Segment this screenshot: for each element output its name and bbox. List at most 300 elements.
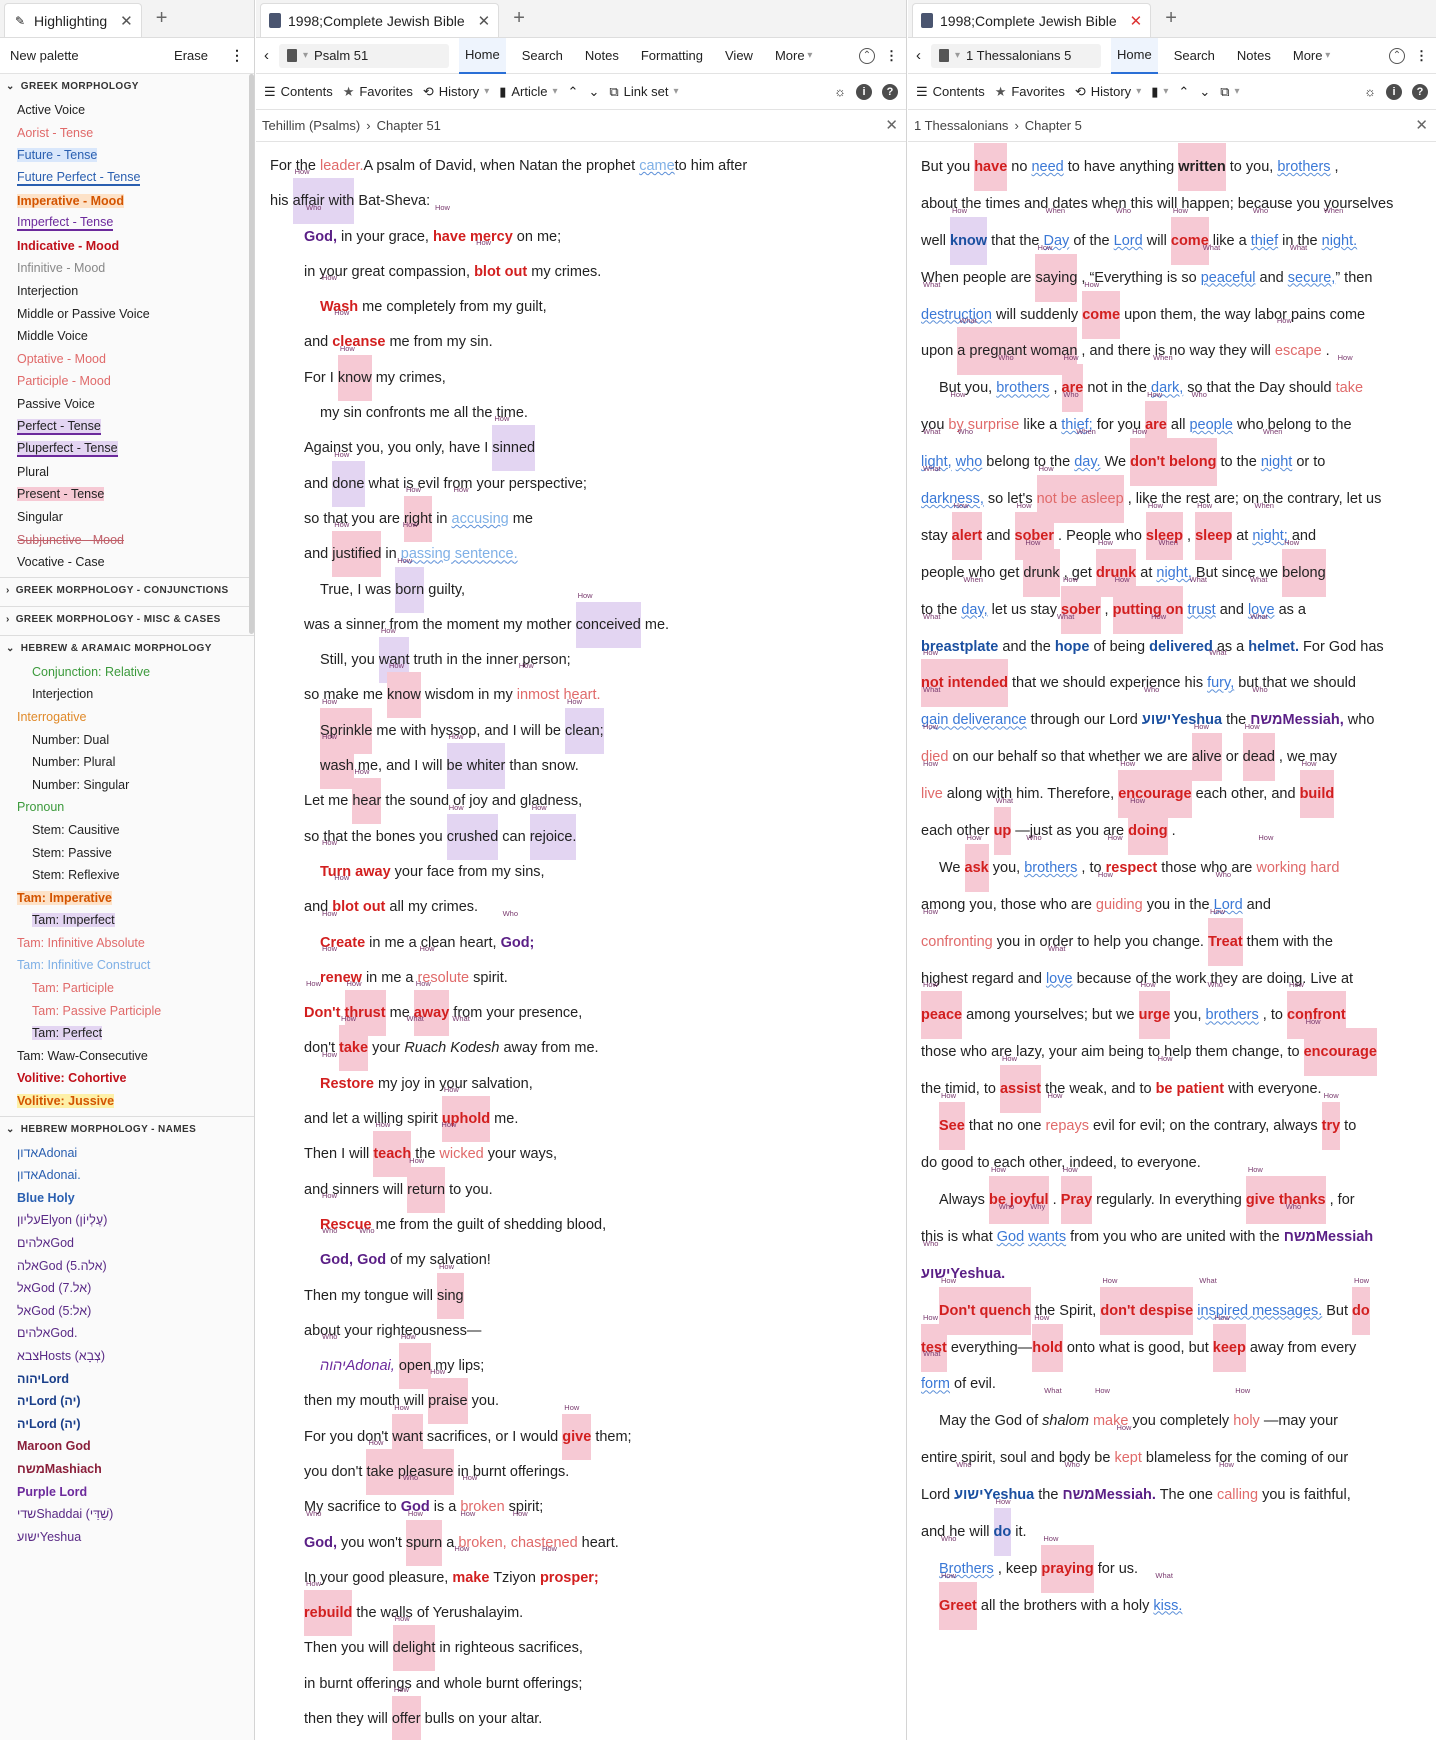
verse-text[interactable]: Then I will xyxy=(304,1146,374,1163)
verse-text[interactable]: those who are xyxy=(1157,859,1257,876)
highlighted-word[interactable]: What hope xyxy=(1055,623,1090,671)
highlighted-word[interactable]: How by surprise xyxy=(948,401,1019,449)
palette-section-header[interactable] xyxy=(0,577,254,602)
close-icon[interactable]: ✕ xyxy=(1415,117,1428,134)
new-tab-icon[interactable]: + xyxy=(513,7,525,29)
verse-text[interactable]: me with hyssop, and I will be xyxy=(372,722,566,739)
verse-text[interactable]: of being xyxy=(1089,638,1150,655)
verse-text[interactable]: and xyxy=(1287,527,1317,544)
highlighted-word[interactable]: Who ישועYeshua xyxy=(954,1471,1034,1519)
highlighted-word[interactable]: How rebuild xyxy=(304,1590,352,1636)
verse-text[interactable]: all xyxy=(1166,417,1190,434)
palette-item[interactable] xyxy=(0,999,254,1022)
highlighted-word[interactable]: How try xyxy=(1322,1102,1341,1150)
palette-item[interactable] xyxy=(0,1090,254,1113)
verse-text[interactable]: ” then xyxy=(1335,269,1373,286)
sync-icon[interactable]: ⌃ xyxy=(859,48,875,64)
highlighted-word[interactable]: Who משחMessiah xyxy=(1284,1213,1373,1261)
highlighted-word[interactable]: How drunk xyxy=(1023,549,1059,597)
verse-text[interactable]: at xyxy=(1232,527,1253,544)
verse-text[interactable]: at xyxy=(1136,564,1157,581)
verse-text[interactable]: belong to the xyxy=(982,454,1075,471)
article-button[interactable]: ▮ Article ▾ xyxy=(499,83,558,99)
verse-text[interactable]: the sound of joy and gladness, xyxy=(381,793,583,810)
verse-text[interactable]: you xyxy=(921,417,949,434)
lightbulb-icon[interactable]: ☼ xyxy=(834,84,846,99)
highlighted-word[interactable]: How kept xyxy=(1114,1434,1141,1482)
palette-item[interactable] xyxy=(0,841,254,864)
verse-text[interactable]: evil for evil; on the contrary, always xyxy=(1088,1118,1322,1135)
verse-text[interactable]: them with the xyxy=(1242,933,1333,950)
highlighted-word[interactable]: What form xyxy=(921,1360,950,1408)
highlighted-word[interactable]: How drunk xyxy=(1096,549,1136,597)
verse-text[interactable]: my joy in your salvation, xyxy=(374,1075,533,1092)
highlighted-word[interactable]: How urge xyxy=(1139,991,1170,1039)
highlighted-word[interactable]: How dead xyxy=(1243,733,1275,781)
highlighted-word[interactable]: Who God xyxy=(357,1237,386,1283)
verse-text[interactable]: guilty, xyxy=(424,581,466,598)
palette-item[interactable] xyxy=(0,438,254,461)
verse-text[interactable]: like a xyxy=(1208,232,1251,249)
verse-text[interactable]: truth in the inner person; xyxy=(409,652,571,669)
verse-text[interactable]: . xyxy=(1321,343,1330,360)
palette-item[interactable] xyxy=(0,302,254,325)
highlighted-word[interactable]: How be patient xyxy=(1156,1065,1224,1113)
highlighted-word[interactable]: How escape xyxy=(1275,327,1322,375)
highlighted-word[interactable]: Who Brothers xyxy=(939,1545,994,1593)
highlighted-word[interactable]: How want xyxy=(392,1414,423,1460)
palette-item[interactable] xyxy=(0,461,254,484)
highlighted-word[interactable]: How praise xyxy=(428,1378,468,1424)
verse-text[interactable]: , we may xyxy=(1274,749,1337,766)
verse-text[interactable]: from your presence, xyxy=(449,1005,583,1022)
highlighted-word[interactable]: Who brothers xyxy=(1206,991,1259,1039)
more-icon[interactable]: ⋮ xyxy=(1415,47,1428,63)
highlighted-word[interactable]: Who ישועYeshua. xyxy=(921,1250,1005,1298)
palette-item[interactable] xyxy=(0,1435,254,1458)
verse-text[interactable]: to xyxy=(1340,1118,1357,1135)
highlighted-word[interactable]: How have xyxy=(974,143,1007,191)
palette-item[interactable] xyxy=(0,1141,254,1164)
highlighted-word[interactable]: How offer xyxy=(392,1696,421,1740)
tab-formatting[interactable]: Formatting xyxy=(640,48,703,63)
back-icon[interactable]: ‹ xyxy=(264,47,269,64)
close-icon[interactable]: ✕ xyxy=(1129,12,1143,30)
new-tab-icon[interactable]: + xyxy=(1165,7,1177,29)
verse-text[interactable]: that we should experience his xyxy=(1008,675,1208,692)
verse-text[interactable]: and he will xyxy=(921,1523,994,1540)
palette-item[interactable] xyxy=(0,1209,254,1232)
highlighted-word[interactable]: How done xyxy=(332,461,364,507)
verse-text[interactable]: my crimes, xyxy=(371,369,446,386)
verse-text[interactable]: May the God of xyxy=(939,1413,1043,1430)
highlighted-word[interactable]: How putting on xyxy=(1113,586,1184,634)
tab-home[interactable]: Home xyxy=(1111,38,1158,74)
verse-text[interactable]: But since we xyxy=(1191,564,1283,581)
palette-section-header[interactable] xyxy=(0,74,254,99)
highlighted-word[interactable]: How saying xyxy=(1035,254,1077,302)
verse-text[interactable]: the xyxy=(1034,1487,1063,1504)
verse-text[interactable]: from you who are united with the xyxy=(1066,1228,1284,1245)
highlighted-word[interactable]: Who משחMessiah, xyxy=(1250,696,1343,744)
highlighted-word[interactable]: How have mercy xyxy=(433,214,513,260)
tab-search[interactable]: Search xyxy=(521,48,563,63)
verse-text[interactable]: , like the rest are; on the contrary, let us xyxy=(1123,491,1382,508)
chevron-down-icon[interactable]: ⌄ xyxy=(588,83,600,99)
reference-input[interactable]: Psalm 51 xyxy=(314,48,369,63)
verse-text[interactable]: Then my tongue will xyxy=(304,1287,437,1304)
verse-text[interactable]: the Spirit, xyxy=(1031,1302,1101,1319)
palette-item[interactable] xyxy=(0,1345,254,1368)
highlighted-word[interactable]: How sinned xyxy=(492,425,535,471)
verse-text[interactable]: but that we should xyxy=(1234,675,1356,692)
palette-item[interactable] xyxy=(0,1067,254,1090)
verse-text[interactable]: and xyxy=(304,475,333,492)
verse-text[interactable]: me. xyxy=(490,1111,519,1128)
highlighted-word[interactable]: How make xyxy=(1093,1397,1128,1445)
verse-text[interactable]: of the xyxy=(1069,232,1114,249)
palette-item[interactable] xyxy=(0,1254,254,1277)
highlighted-word[interactable]: How chastened xyxy=(511,1520,578,1566)
verse-text[interactable]: spirit. xyxy=(469,969,508,986)
highlighted-word[interactable]: How guiding xyxy=(1096,881,1143,929)
highlighted-word[interactable]: Who thief; xyxy=(1061,401,1092,449)
highlighted-word[interactable]: How blot out xyxy=(332,884,385,930)
highlighted-word[interactable]: How give thanks xyxy=(1246,1176,1326,1224)
verse-text[interactable]: about your righteousness— xyxy=(304,1322,482,1339)
verse-text[interactable]: like a xyxy=(1019,417,1062,434)
verse-text[interactable]: that no one xyxy=(964,1118,1046,1135)
palette-item[interactable] xyxy=(0,1390,254,1413)
verse-text[interactable]: so that you are xyxy=(304,510,404,527)
verse-text[interactable]: each other xyxy=(921,823,994,840)
palette-section-header[interactable] xyxy=(0,635,254,660)
verse-text[interactable]: But xyxy=(1322,1302,1353,1319)
verse-text[interactable]: your face from my sins, xyxy=(390,863,545,880)
highlighted-word[interactable]: Who people xyxy=(1189,401,1233,449)
verse-text[interactable]: Then you will xyxy=(304,1640,393,1657)
highlighted-word[interactable]: What fury, xyxy=(1207,659,1234,707)
highlighted-word[interactable]: How renew xyxy=(320,955,362,1001)
verse-text[interactable]: in your grace, xyxy=(337,228,433,245)
verse-text[interactable]: me from the guilt of shedding blood, xyxy=(371,1216,607,1233)
highlighted-word[interactable]: How conceived xyxy=(576,602,641,648)
verse-text[interactable]: Against you, you only, have I xyxy=(304,440,493,457)
highlighted-word[interactable]: What inspired messages. xyxy=(1197,1287,1322,1335)
verse-text[interactable]: and xyxy=(1215,601,1248,618)
verse-text[interactable]: on our behalf so that whether we are xyxy=(948,749,1192,766)
tab-view[interactable]: View xyxy=(725,48,753,63)
help-icon[interactable]: ? xyxy=(1412,84,1428,100)
highlighted-word[interactable]: When dark, xyxy=(1151,364,1183,412)
highlighted-word[interactable]: How Wash xyxy=(320,284,358,330)
highlighted-word[interactable]: How peace xyxy=(921,991,962,1039)
verse-text[interactable]: me. xyxy=(640,616,670,633)
verse-text[interactable]: in me a clean heart, xyxy=(365,934,501,951)
verse-text[interactable]: For I xyxy=(304,369,338,386)
palette-item[interactable] xyxy=(0,886,254,909)
verse-text[interactable]: Let me xyxy=(304,793,353,810)
highlighted-word[interactable]: Who God xyxy=(997,1213,1024,1261)
highlighted-word[interactable]: How hear xyxy=(352,778,381,824)
verse-text[interactable]: and let a willing spirit xyxy=(304,1111,442,1128)
highlighted-word[interactable]: Who ישועYeshua xyxy=(1142,696,1222,744)
verse-text[interactable]: me from my sin. xyxy=(385,334,493,351)
highlighted-word[interactable]: How spurn xyxy=(406,1520,442,1566)
highlighted-word[interactable]: How don't despise xyxy=(1100,1287,1193,1335)
palette-item[interactable] xyxy=(0,909,254,932)
highlighted-word[interactable]: How crushed xyxy=(447,814,499,860)
verse-text[interactable]: True, I was xyxy=(320,581,396,598)
highlighted-word[interactable]: Who God, xyxy=(304,214,337,260)
highlighted-word[interactable]: How sing xyxy=(437,1273,464,1319)
highlighted-word[interactable]: When day, xyxy=(961,586,987,634)
verse-text[interactable]: a xyxy=(442,1534,459,1551)
palette-item[interactable] xyxy=(0,977,254,1000)
verse-text[interactable]: the weak, and to xyxy=(1041,1081,1156,1098)
verse-text[interactable]: , to xyxy=(1258,1007,1287,1024)
verse-text[interactable]: not in the xyxy=(1083,380,1152,397)
verse-text[interactable]: to the xyxy=(1216,454,1261,471)
chevron-up-icon[interactable]: ⌃ xyxy=(567,83,579,99)
breadcrumb-book[interactable]: 1 Thessalonians xyxy=(914,118,1009,133)
highlighted-word[interactable]: How praying xyxy=(1041,1545,1093,1593)
verse-text[interactable]: in me a xyxy=(361,969,418,986)
palette-item[interactable] xyxy=(0,1300,254,1323)
highlighted-word[interactable]: What a pregnant woman xyxy=(957,327,1077,375)
verse-text[interactable]: and xyxy=(304,899,333,916)
highlighted-word[interactable]: How delivered xyxy=(1149,623,1213,671)
highlighted-word[interactable]: Who thief xyxy=(1251,217,1278,265)
verse-text[interactable]: can xyxy=(498,828,530,845)
verse-text[interactable]: highest regard and xyxy=(921,970,1046,987)
verse-text[interactable]: with everyone. xyxy=(1224,1081,1322,1098)
highlighted-word[interactable]: What shalom xyxy=(1042,1397,1089,1445)
highlighted-word[interactable]: How working hard xyxy=(1256,844,1339,892)
palette-item[interactable] xyxy=(0,796,254,819)
highlighted-word[interactable]: How know xyxy=(387,672,421,718)
verse-text[interactable]: sacrifices, or I would xyxy=(422,1428,563,1445)
verse-text[interactable]: the xyxy=(1222,712,1251,729)
verse-text[interactable]: them; xyxy=(591,1428,632,1445)
palette-item[interactable] xyxy=(0,1277,254,1300)
verse-text[interactable]: on me; xyxy=(512,228,562,245)
verse-text[interactable]: A psalm of David, when Natan the prophet xyxy=(363,158,640,174)
palette-item[interactable] xyxy=(0,773,254,796)
highlighted-word[interactable]: How take xyxy=(339,1025,368,1071)
palette-item[interactable] xyxy=(0,189,254,212)
verse-text[interactable]: , xyxy=(1049,380,1062,397)
verse-text[interactable]: —just as you are xyxy=(1011,823,1129,840)
palette-item[interactable] xyxy=(0,122,254,145)
reference-box[interactable] xyxy=(931,44,1101,68)
highlighted-word[interactable]: How open xyxy=(399,1343,431,1389)
verse-text[interactable]: you is faithful, xyxy=(1258,1487,1351,1504)
verse-text[interactable]: well xyxy=(921,232,951,249)
palette-item[interactable] xyxy=(0,751,254,774)
highlighted-word[interactable]: How not intended xyxy=(921,659,1008,707)
highlighted-word[interactable]: How need xyxy=(1031,143,1063,191)
verse-text[interactable]: all my crimes. xyxy=(385,899,479,916)
palette-item[interactable] xyxy=(0,1412,254,1435)
highlighted-word[interactable]: How repays xyxy=(1045,1102,1089,1150)
highlighted-word[interactable]: How affair with xyxy=(293,178,355,224)
palette-scrollbar[interactable] xyxy=(249,74,254,634)
palette-item[interactable] xyxy=(0,506,254,529)
verse-text[interactable]: spirit; xyxy=(504,1499,544,1516)
verse-text[interactable]: , for xyxy=(1325,1191,1355,1208)
verse-text[interactable]: In your good pleasure, xyxy=(304,1569,453,1586)
highlighted-word[interactable]: How give xyxy=(562,1414,591,1460)
verse-text[interactable]: so make me xyxy=(304,687,387,704)
palette-item[interactable] xyxy=(0,683,254,706)
tab-notes[interactable]: Notes xyxy=(1236,48,1271,63)
verse-text[interactable]: of evil. xyxy=(950,1376,996,1393)
tab-bible[interactable] xyxy=(260,3,499,37)
verse-text[interactable]: to the xyxy=(921,601,962,618)
highlighted-word[interactable]: Who Lord xyxy=(1214,881,1243,929)
verse-text[interactable]: in xyxy=(381,546,401,563)
verse-text[interactable]: upon them, the way labor pains come xyxy=(1120,306,1366,323)
palette-item[interactable] xyxy=(0,1322,254,1345)
verse-text[interactable]: then they will xyxy=(304,1711,392,1728)
article-button[interactable]: ▮ ▾ xyxy=(1151,83,1169,99)
more-icon[interactable]: ⋮ xyxy=(885,47,898,63)
highlighted-word[interactable]: How inmost heart. xyxy=(517,672,601,718)
verse-text[interactable]: people who get xyxy=(921,564,1024,581)
verse-text[interactable]: you completely xyxy=(1128,1413,1234,1430)
highlighted-word[interactable]: Who brothers xyxy=(996,364,1049,412)
verse-text[interactable]: entire spirit, soul and body be xyxy=(921,1450,1115,1467)
verse-text[interactable]: But you xyxy=(921,159,975,175)
verse-text[interactable]: for us. xyxy=(1093,1560,1139,1577)
highlighted-word[interactable]: What helmet. xyxy=(1248,623,1299,671)
highlighted-word[interactable]: How thrust xyxy=(345,990,386,1036)
verse-text[interactable]: to him after xyxy=(674,158,748,174)
highlighted-word[interactable]: How Sprinkle xyxy=(320,708,372,754)
linkset-button[interactable]: ⧉ ▾ xyxy=(1220,83,1240,99)
highlighted-word[interactable]: What trust xyxy=(1187,586,1215,634)
palette-item[interactable] xyxy=(0,1458,254,1481)
verse-text[interactable]: this is what xyxy=(921,1228,997,1245)
highlighted-word[interactable]: How belong xyxy=(1282,549,1326,597)
verse-text[interactable]: and xyxy=(1255,269,1288,286)
verse-text[interactable]: what is evil from your perspective; xyxy=(364,475,587,492)
verse-text[interactable]: you, xyxy=(988,859,1025,876)
highlighted-word[interactable]: Why wants xyxy=(1028,1213,1066,1261)
highlighted-word[interactable]: How leader. xyxy=(320,143,364,189)
palette-item[interactable] xyxy=(0,660,254,683)
highlighted-word[interactable]: How know xyxy=(338,355,372,401)
highlighted-word[interactable]: How Pray xyxy=(1061,1176,1092,1224)
highlighted-word[interactable]: How sober xyxy=(1015,512,1055,560)
new-tab-icon[interactable]: + xyxy=(155,7,168,29)
highlighted-word[interactable]: How take pleasure xyxy=(366,1449,453,1495)
tab-highlighting[interactable] xyxy=(4,3,142,37)
verse-text[interactable]: and xyxy=(1242,896,1271,913)
palette-item[interactable] xyxy=(0,144,254,167)
highlighted-word[interactable]: How blot out xyxy=(474,249,527,295)
verse-text[interactable]: , xyxy=(1100,601,1113,618)
highlighted-word[interactable]: How rejoice. xyxy=(530,814,577,860)
highlighted-word[interactable]: How broken, xyxy=(458,1520,506,1566)
verse-text[interactable]: no xyxy=(1007,159,1032,175)
verse-text[interactable]: let us stay xyxy=(987,601,1061,618)
highlighted-word[interactable]: What light, xyxy=(921,438,952,486)
highlighted-word[interactable]: How delight xyxy=(393,1625,436,1671)
verse-text[interactable]: We xyxy=(1100,454,1131,471)
verse-text[interactable]: When people are xyxy=(921,269,1036,286)
palette-item[interactable] xyxy=(0,483,254,506)
verse-text[interactable]: bulls on your altar. xyxy=(420,1711,543,1728)
highlighted-word[interactable]: How want xyxy=(379,637,410,683)
highlighted-word[interactable]: How wash xyxy=(320,743,354,789)
highlighted-word[interactable]: When day. xyxy=(1074,438,1100,486)
verse-text[interactable]: in burnt offerings and whole burnt offerings; xyxy=(304,1675,583,1692)
verse-text[interactable]: , and there is no way they will xyxy=(1077,343,1275,360)
verse-text[interactable]: do good to each other, indeed, to everyone. xyxy=(921,1155,1201,1172)
breadcrumb-chapter[interactable]: Chapter 51 xyxy=(376,118,441,133)
highlighted-word[interactable]: How keep xyxy=(1213,1324,1246,1372)
highlighted-word[interactable]: How test xyxy=(921,1324,947,1372)
verse-text[interactable]: in burnt offerings. xyxy=(453,1463,570,1480)
highlighted-word[interactable]: How away xyxy=(414,990,449,1036)
verse-text[interactable]: is a xyxy=(429,1499,461,1516)
highlighted-word[interactable]: How Don't quench xyxy=(939,1287,1031,1335)
favorites-button[interactable] xyxy=(343,84,413,100)
highlighted-word[interactable]: How are xyxy=(1062,364,1084,412)
highlighted-word[interactable]: How holy xyxy=(1233,1397,1260,1445)
verse-text[interactable]: to have anything xyxy=(1063,159,1179,175)
highlighted-word[interactable]: How born xyxy=(395,567,424,613)
highlighted-word[interactable]: How live xyxy=(921,770,943,818)
verse-text[interactable]: so let's xyxy=(983,491,1037,508)
highlighted-word[interactable]: How justified xyxy=(332,531,381,577)
highlighted-word[interactable]: How teach xyxy=(373,1131,411,1177)
highlighted-word[interactable]: How sleep xyxy=(1195,512,1232,560)
contents-button[interactable] xyxy=(916,84,985,100)
highlighted-word[interactable]: Who God; xyxy=(501,920,535,966)
tab-home[interactable]: Home xyxy=(459,38,506,74)
palette-item[interactable] xyxy=(0,167,254,190)
verse-text[interactable]: regularly. In everything xyxy=(1092,1191,1246,1208)
highlighted-word[interactable]: What love xyxy=(1046,955,1073,1003)
verse-text[interactable]: along with him. Therefore, xyxy=(942,786,1119,803)
verse-text[interactable]: for you xyxy=(1092,417,1146,434)
verse-text[interactable]: and the xyxy=(998,638,1055,655)
palette-item[interactable] xyxy=(0,1525,254,1548)
highlighted-word[interactable]: How do xyxy=(994,1508,1012,1556)
verse-text[interactable]: in xyxy=(432,510,452,527)
highlighted-word[interactable]: How not be asleep xyxy=(1037,475,1124,523)
lightbulb-icon[interactable]: ☼ xyxy=(1364,84,1376,99)
highlighted-word[interactable]: How ask xyxy=(965,844,989,892)
breadcrumb-chapter[interactable]: Chapter 5 xyxy=(1024,118,1082,133)
verse-text[interactable]: my crimes. xyxy=(527,263,602,280)
verse-text[interactable]: , xyxy=(1183,527,1196,544)
highlighted-word[interactable]: What breastplate xyxy=(921,623,998,671)
highlighted-word[interactable]: How clean; xyxy=(565,708,604,754)
verse-text[interactable]: will xyxy=(1142,232,1171,249)
verse-text[interactable]: as a xyxy=(1212,638,1249,655)
verse-text[interactable]: among you, those who are xyxy=(921,896,1096,913)
highlighted-word[interactable]: How Greet xyxy=(939,1582,977,1630)
info-icon[interactable]: i xyxy=(1386,84,1402,100)
verse-text[interactable]: his xyxy=(270,193,293,210)
tab-more[interactable]: More ▾ xyxy=(774,48,813,63)
verse-text[interactable]: or xyxy=(1221,749,1243,766)
palette-item[interactable] xyxy=(0,1045,254,1068)
